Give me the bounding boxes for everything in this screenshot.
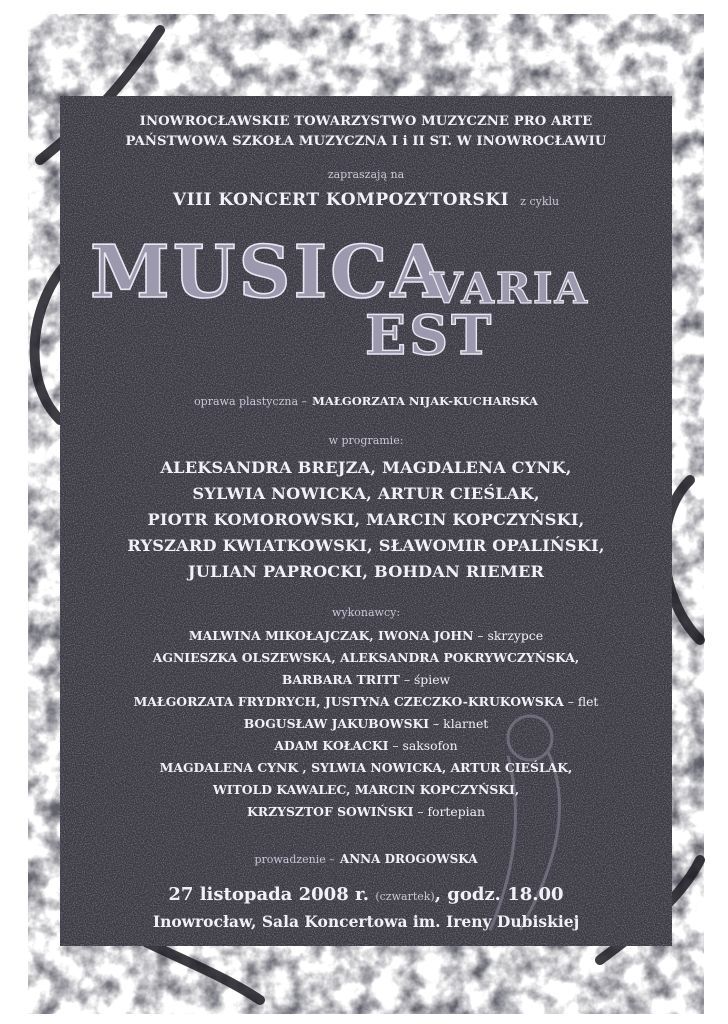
- performer-line: [60, 782, 672, 797]
- performer-names: BARBARA TRITT: [281, 672, 400, 687]
- composer-line: RYSZARD KWIATKOWSKI, SŁAWOMIR OPALIŃSKI,: [127, 536, 605, 555]
- invite-text: zapraszają na: [327, 168, 405, 181]
- concert-title: VIII KONCERT KOMPOZYTORSKI: [172, 190, 510, 210]
- performer-line: [60, 804, 672, 819]
- event-time: , godz. 18.00: [434, 884, 564, 905]
- series-title-varia: VARIA: [430, 264, 590, 313]
- performer-role: – klarnet: [429, 716, 489, 731]
- performer-role: – saksofon: [388, 738, 458, 753]
- composer-line: JULIAN PAPROCKI, BOHDAN RIEMER: [187, 562, 545, 581]
- event-date: 27 listopada 2008 r.: [168, 884, 370, 905]
- event-date-line: [60, 884, 672, 905]
- performer-names: MALWINA MIKOŁAJCZAK, IWONA JOHN: [188, 628, 474, 643]
- concert-suffix: z cyklu: [520, 195, 560, 208]
- performers-label: wykonawcy:: [331, 606, 401, 619]
- performer-line: [60, 650, 672, 665]
- performer-names: MAGDALENA CYNK , SYLWIA NOWICKA, ARTUR CIEŚLAK,: [159, 760, 573, 775]
- composer-line: ALEKSANDRA BREJZA, MAGDALENA CYNK,: [160, 458, 572, 477]
- host-credit: [60, 848, 672, 867]
- performer-role: – śpiew: [399, 672, 451, 687]
- performer-line: [60, 738, 672, 753]
- host-label: prowadzenie –: [254, 853, 335, 866]
- performer-line: [60, 694, 672, 709]
- artwork-credit: [60, 390, 672, 409]
- composer-line: PIOTR KOMOROWSKI, MARCIN KOPCZYŃSKI,: [147, 510, 585, 529]
- performer-line: [60, 760, 672, 775]
- performer-names: MAŁGORZATA FRYDRYCH, JUSTYNA CZECZKO-KRUKOWSKA: [133, 694, 564, 709]
- performer-names: WITOLD KAWALEC, MARCIN KOPCZYŃSKI,: [212, 782, 520, 797]
- program-label: w programie:: [328, 434, 404, 447]
- artwork-label: oprawa plastyczna –: [194, 395, 308, 408]
- performer-names: AGNIESZKA OLSZEWSKA, ALEKSANDRA POKRYWCZYŃSKA,: [152, 650, 580, 665]
- event-weekday: (czwartek): [375, 890, 435, 903]
- artwork-name: MAŁGORZATA NIJAK-KUCHARSKA: [312, 394, 538, 408]
- concert-line: [60, 190, 672, 210]
- performer-role: – fortepian: [413, 804, 485, 819]
- poster-content: [60, 96, 672, 946]
- performer-names: KRZYSZTOF SOWIŃSKI: [247, 804, 414, 819]
- series-title-musica: MUSICA: [90, 229, 450, 314]
- organizer-line-2: PAŃSTWOWA SZKOŁA MUZYCZNA I i II ST. W INOWROCŁAWIU: [125, 134, 607, 149]
- event-venue: Inowrocław, Sala Koncertowa im. Ireny Dubiskiej: [152, 912, 580, 931]
- series-title-est: EST: [365, 303, 495, 367]
- performer-role: – flet: [563, 694, 599, 709]
- performer-line: [60, 628, 672, 643]
- performer-names: ADAM KOŁACKI: [274, 738, 389, 753]
- composer-line: SYLWIA NOWICKA, ARTUR CIEŚLAK,: [192, 484, 540, 503]
- performer-line: [60, 672, 672, 687]
- organizer-line-1: INOWROCŁAWSKIE TOWARZYSTWO MUZYCZNE PRO ARTE: [139, 114, 593, 129]
- performer-names: BOGUSŁAW JAKUBOWSKI: [243, 716, 430, 731]
- host-name: ANNA DROGOWSKA: [339, 852, 478, 866]
- performer-role: – skrzypce: [473, 628, 544, 643]
- performer-line: [60, 716, 672, 731]
